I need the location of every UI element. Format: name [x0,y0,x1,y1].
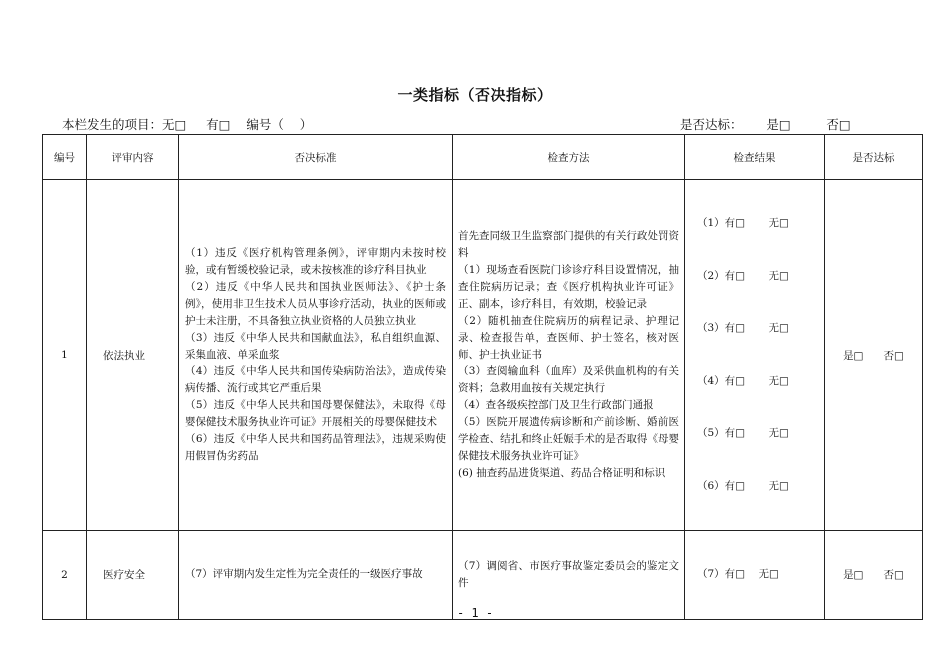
page-title: 一类指标（否决指标） [397,86,553,104]
header-check-result: 检查结果 [685,135,825,180]
method-item: （7）调阅省、市医疗事故鉴定委员会的鉴定文件 [458,559,679,589]
method-item: （2）随机抽查住院病历的病程记录、护理记录、检查报告单，查医师、护士签名，核对医师、护士执业证书 [458,314,679,361]
result-checkbox-line[interactable]: （1）有□ 无□ [697,217,789,229]
veto-standard-cell [179,180,453,531]
row-number: 1 [43,180,87,531]
result-checkbox-line[interactable]: （5）有□ 无□ [697,427,789,439]
pass-checkbox[interactable]: 是□ 否□ [825,531,923,620]
review-content: 依法执业 [87,180,179,531]
method-item: （1）现场查看医院门诊诊疗科目设置情况，抽查住院病历记录；查《医疗机构执业许可证》正、副本，诊疗科目，有效期，校验记录 [458,264,679,310]
result-checkbox-line[interactable]: （6）有□ 无□ [697,479,789,492]
standard-item: （1）违反《医疗机构管理条例》，评审期内未按时校验，或有暂缓校验记录，或未按核准的诊疗科目执业 [185,247,446,277]
check-result-cell [685,180,825,531]
row-number: 2 [43,531,87,620]
standard-item: （7）评审期内发生定性为完全责任的一级医疗事故 [185,568,423,581]
standard-item: （3）违反《中华人民共和国献血法》，私自组织血源、采集血液、单采血浆 [185,331,446,361]
result-checkbox-line[interactable]: （7）有□ 无□ [697,568,779,580]
method-item: （3）查阅输血科（血库）及采供血机构的有关资料；急救用血按有关规定执行 [458,365,679,395]
header-pass: 是否达标 [825,135,923,180]
review-content: 医疗安全 [87,531,179,620]
standard-item: （5）违反《中华人民共和国母婴保健法》，未取得《母婴保健技术服务执业许可证》开展相关的母婴保健技术 [185,399,446,429]
table-header-row [43,135,923,180]
pass-status-line: 是否达标： 是□ 否□ [680,117,851,132]
veto-indicator-table [42,134,923,620]
header-review-content: 评审内容 [87,135,179,180]
check-method-cell [453,180,685,531]
standard-item: （2）违反《中华人民共和国执业医师法》、《护士条例》，使用非卫生技术人员从事诊疗活动，执业的医师或护士未注册，不具备独立执业资格的人员独立执业 [185,280,446,327]
method-item: （4）查各级疾控部门及卫生行政部门通报 [458,399,654,412]
standard-item: （4）违反《中华人民共和国传染病防治法》，造成传染病传播、流行或其它严重后果 [185,365,446,395]
header-check-method: 检查方法 [453,135,685,180]
pass-checkbox[interactable]: 是□ 否□ [825,180,923,531]
method-item: (6) 抽查药品进货渠道、药品合格证明和标识 [458,466,666,479]
page-number: - 1 - [456,606,494,620]
result-checkbox-line[interactable]: （3）有□ 无□ [697,322,789,334]
header-number: 编号 [43,135,87,180]
method-item: 首先查同级卫生监察部门提供的有关行政处罚资料 [458,230,679,260]
result-checkbox-line[interactable]: （4）有□ 无□ [697,374,789,387]
table-row [43,180,923,531]
project-occurrence-line: 本栏发生的项目：无□ 有□ 编号（ ） [62,117,313,132]
method-item: （5）医院开展遗传病诊断和产前诊断、婚前医学检查、结扎和终止妊娠手术的是否取得《母婴保健技术服务执业许可证》 [458,416,679,462]
standard-item: （6）违反《中华人民共和国药品管理法》，违规采购使用假冒伪劣药品 [185,433,446,462]
header-veto-standard: 否决标准 [179,135,453,180]
result-checkbox-line[interactable]: （2）有□ 无□ [697,269,789,282]
